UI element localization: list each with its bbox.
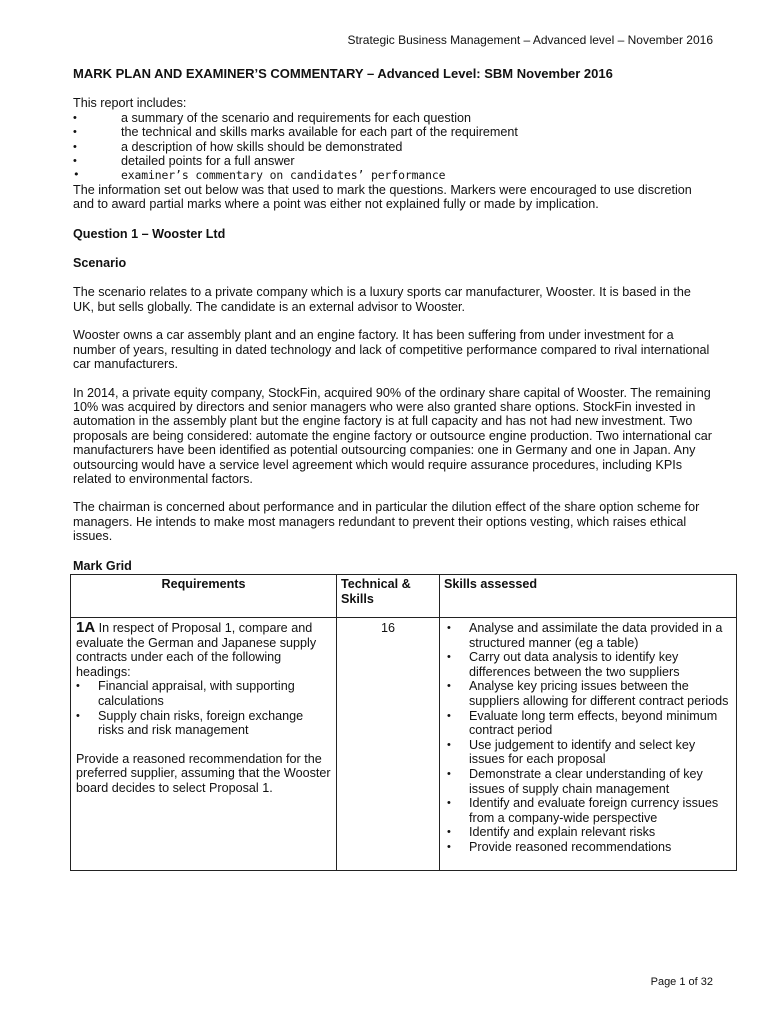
scenario-paragraph: Wooster owns a car assembly plant and an engine factory. It has been suffering from under investment for a number of years, resulting in dated technology and lack of competitive performance compared to rival international car manufacturers. (73, 328, 710, 372)
list-item: • Supply chain risks, foreign exchange risks and risk management (76, 709, 331, 738)
marks-cell: 16 (337, 618, 440, 871)
list-item: • Analyse and assimilate the data provided in a structured manner (eg a table) (445, 621, 731, 650)
list-item: • Financial appraisal, with supporting calculations (76, 679, 331, 708)
page-title-main: MARK PLAN AND EXAMINER’S COMMENTARY (73, 66, 364, 81)
intro-item: • the technical and skills marks available for each part of the requirement (73, 125, 713, 139)
content-body (73, 67, 713, 573)
page-title (73, 67, 713, 81)
requirement-description: In respect of Proposal 1, compare and evaluate the German and Japanese supply contracts under each of the following headings: (76, 621, 317, 679)
list-item: • Identify and evaluate foreign currency issues from a company-wide perspective (445, 796, 731, 825)
table-header-row (71, 575, 737, 618)
intro-item: • detailed points for a full answer (73, 154, 713, 168)
requirement-cell (71, 618, 337, 871)
header-requirements: Requirements (71, 575, 337, 618)
intro-list (73, 111, 713, 183)
list-item: • Identify and explain relevant risks (445, 825, 731, 840)
requirement-text (76, 621, 331, 679)
list-item: • Provide reasoned recommendations (445, 840, 731, 855)
page-number: Page 1 of 32 (650, 976, 713, 988)
running-header: Strategic Business Management – Advanced level – November 2016 (347, 33, 713, 47)
scenario-paragraph: In 2014, a private equity company, StockFin, acquired 90% of the ordinary share capital of Wooster. The remaining 10% was acquired by directors and senior managers who were also granted share options. StockFin invested in automation in the assembly plant but the engine factory is at full capacity and has not had new investment. Two proposals are being considered: automate the engine factory or outsource engine production. Two international car manufacturers have been identified as potential outsourcing companies: one in Germany and one in Japan. Any outsourcing would have a service level agreement which would require assurance procedures, including KPIs related to environmental factors. (73, 385, 712, 486)
table-row (71, 618, 737, 871)
header-technical-skills: Technical & Skills (337, 575, 440, 618)
list-item: • Carry out data analysis to identify key differences between the two suppliers (445, 650, 731, 679)
requirement-headings (76, 679, 331, 737)
requirement-number: 1A (76, 619, 96, 636)
list-item: • Evaluate long term effects, beyond minimum contract period (445, 709, 731, 738)
question-heading: Question 1 – Wooster Ltd (73, 226, 226, 241)
page-title-sub: – Advanced Level: SBM November 2016 (363, 66, 613, 81)
intro-item: • examiner’s commentary on candidates’ performance (73, 168, 713, 182)
requirement-recommendation: Provide a reasoned recommendation for the preferred supplier, assuming that the Wooster board decides to select Proposal 1. (76, 751, 331, 795)
scenario-paragraph: The scenario relates to a private company which is a luxury sports car manufacturer, Wooster. It is based in the UK, but sells globally. The candidate is an external advisor to Wooster. (73, 285, 691, 314)
list-item: • Demonstrate a clear understanding of key issues of supply chain management (445, 767, 731, 796)
mark-grid-table (70, 574, 737, 871)
scenario-paragraph: The chairman is concerned about performance and in particular the dilution effect of the share option scheme for managers. He intends to make most managers redundant to prevent their options vesting, which raises ethical issues. (73, 500, 700, 544)
list-item: • Use judgement to identify and select key issues for each proposal (445, 738, 731, 767)
intro-note: The information set out below was that used to mark the questions. Markers were encouraged to use discretion and to award partial marks where a point was either not explained fully or made by implication. (73, 182, 692, 212)
intro-item: • a description of how skills should be demonstrated (73, 140, 713, 154)
scenario-heading: Scenario (73, 256, 127, 271)
mark-grid-heading: Mark Grid (73, 558, 132, 573)
skills-list (445, 621, 731, 855)
header-skills-assessed: Skills assessed (440, 575, 737, 618)
intro-item: • a summary of the scenario and requirements for each question (73, 111, 713, 125)
intro-lead: This report includes: (73, 96, 187, 111)
list-item: • Analyse key pricing issues between the suppliers allowing for different contract periods (445, 679, 731, 708)
skills-cell (440, 618, 737, 871)
